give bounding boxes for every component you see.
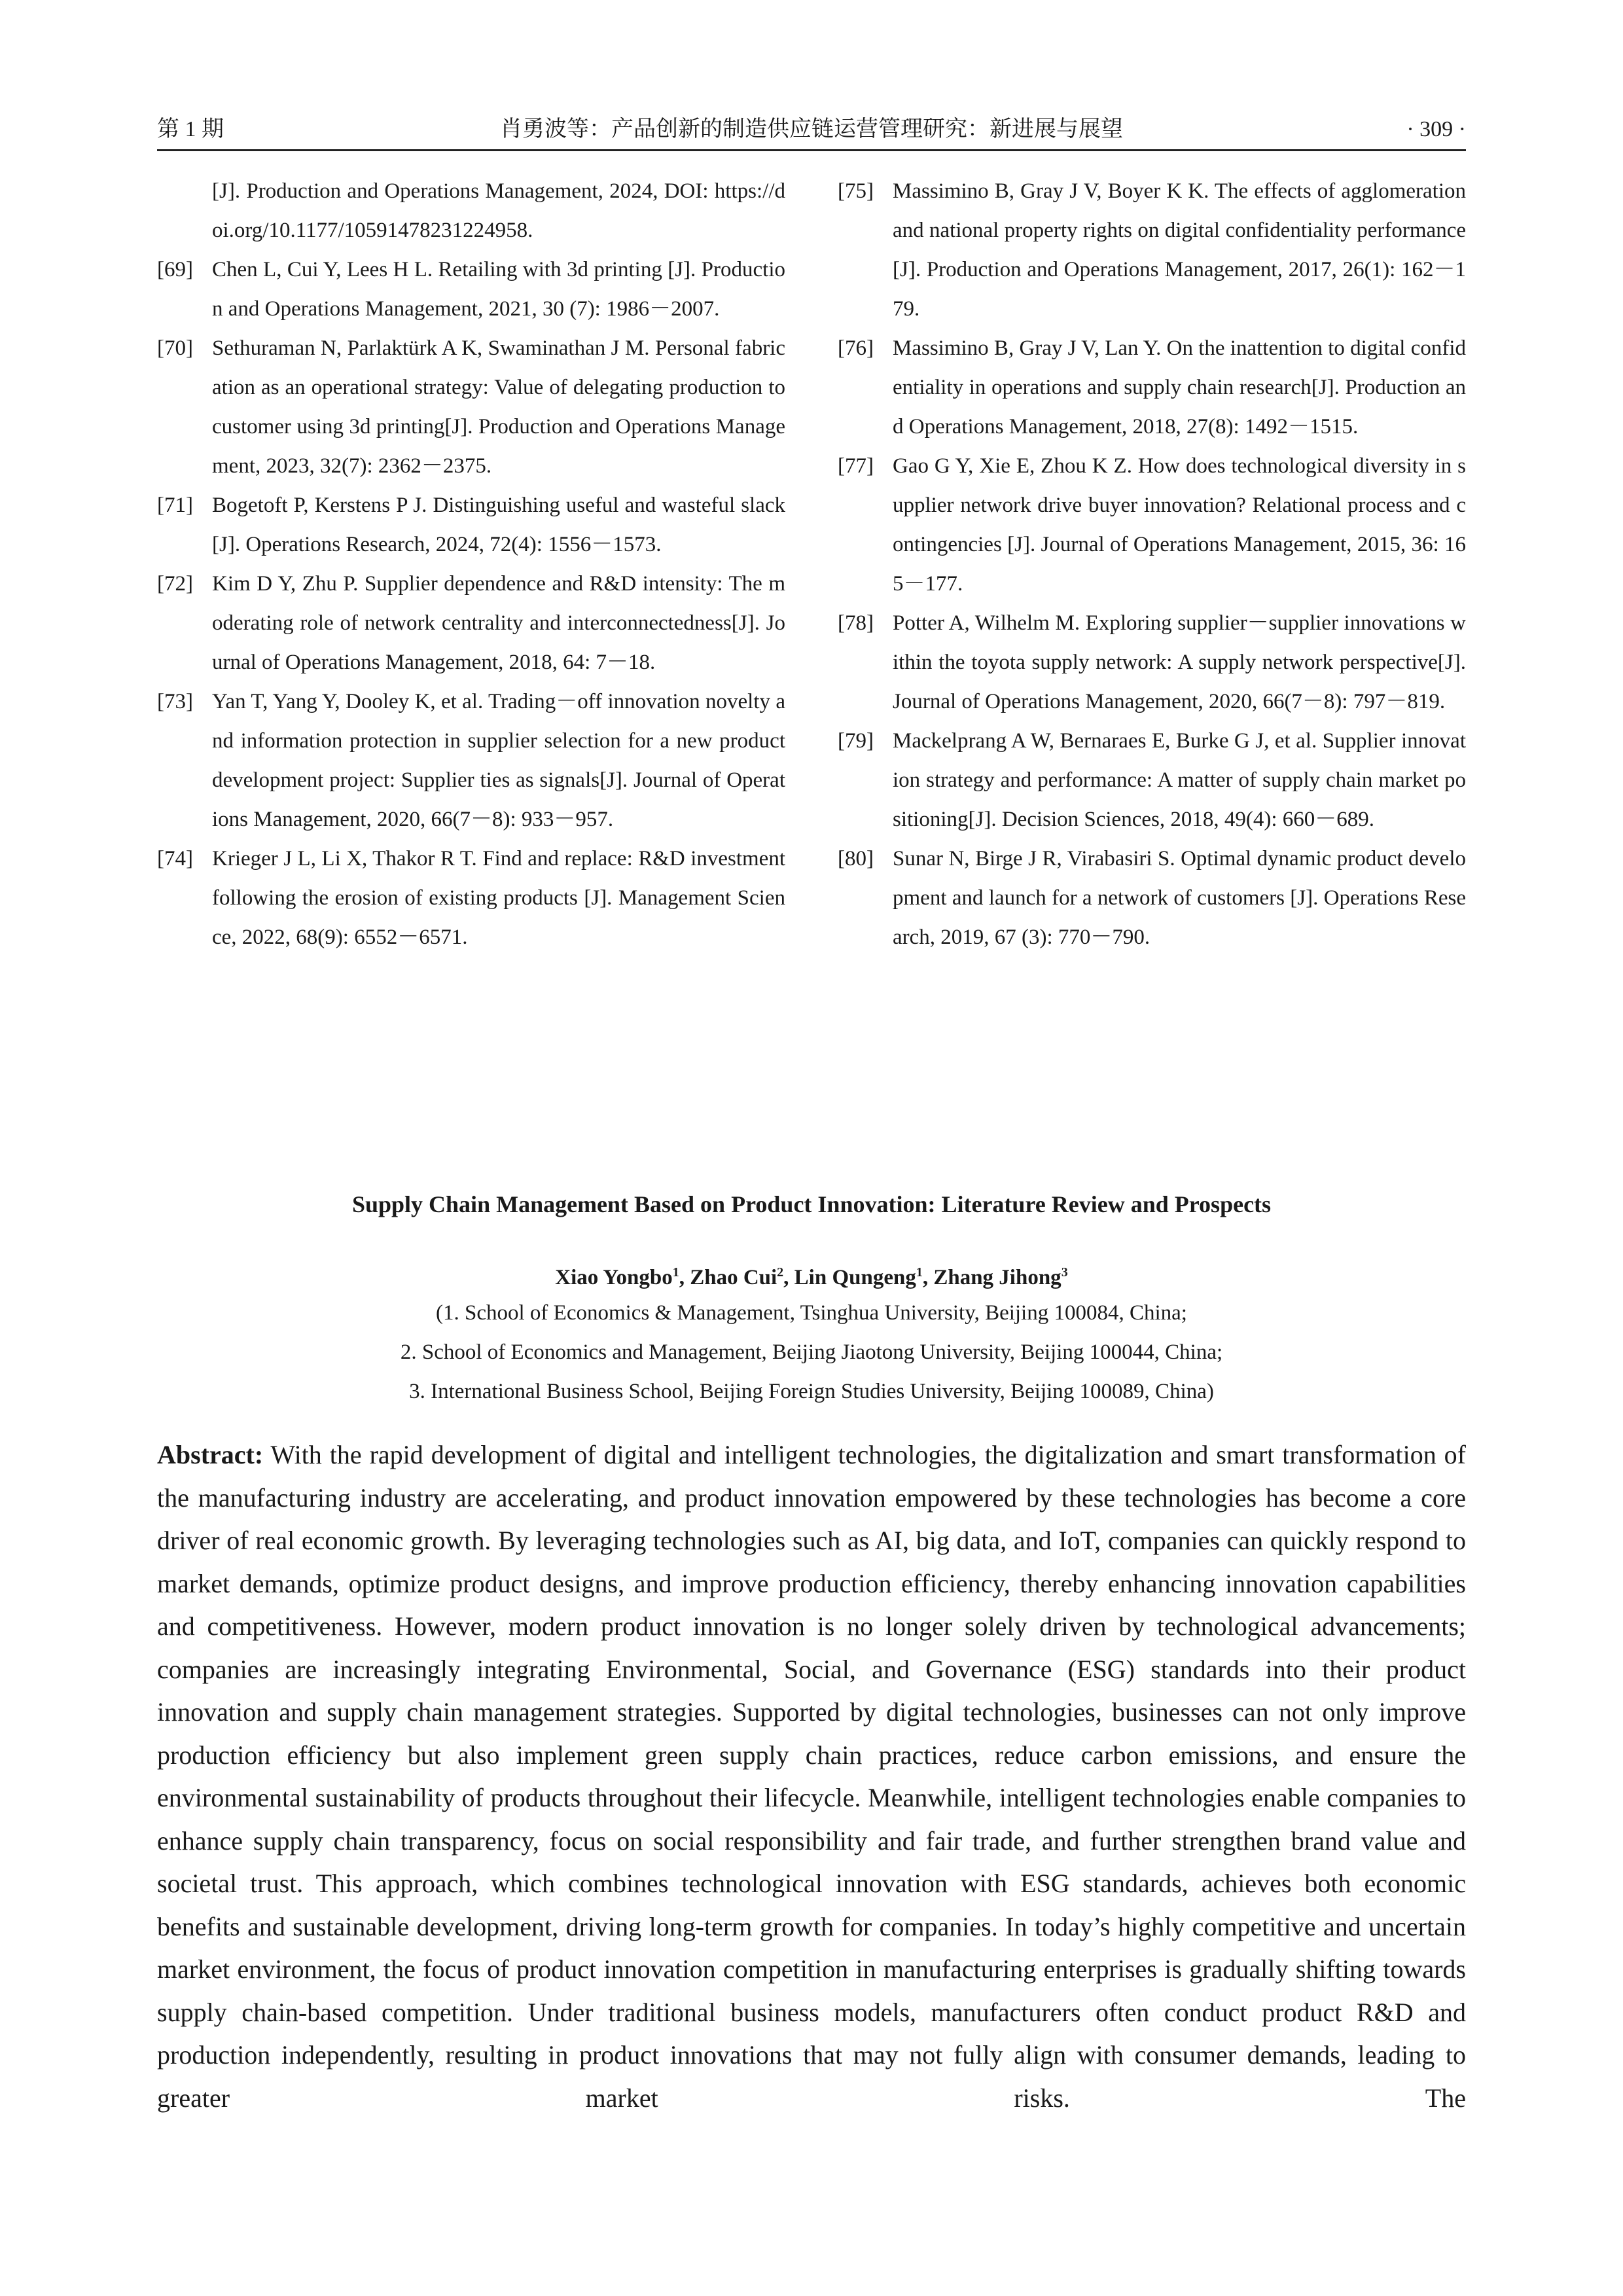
reference-number: [72] (157, 572, 193, 596)
reference-text: Sethuraman N, Parlaktürk A K, Swaminathan J M. Personal fabrication as an operational strategy: Value of delegating production to customer using 3d printing[J]. Production and Operations Management, 2023, 32(7): 2362－2375. (212, 336, 785, 478)
reference-text: Krieger J L, Li X, Thakor R T. Find and replace: R&D investment following the erosion of existing products [J]. Management Science, 2022, 68(9): 6552－6571. (212, 847, 785, 949)
reference-number: [80] (838, 847, 874, 870)
reference-number: [71] (157, 493, 193, 517)
author-name: Xiao Yongbo (555, 1266, 673, 1289)
author-affiliation-mark: 2 (777, 1265, 784, 1280)
references-right-column (838, 171, 1466, 957)
reference-item (157, 486, 785, 564)
references-left-column (157, 171, 785, 957)
reference-text: Massimino B, Gray J V, Boyer K K. The effects of agglomeration and national property rights on digital confidentiality performance[J]. Production and Operations Management, 2017, 26(1): 162－179. (893, 179, 1466, 321)
reference-number: [79] (838, 729, 874, 753)
affiliation-line: (1. School of Economics & Management, Tsinghua University, Beijing 100084, China; (436, 1301, 1187, 1325)
running-title: 肖勇波等：产品创新的制造供应链运营管理研究：新进展与展望 (500, 117, 1123, 141)
author-line: Xiao Yongbo$^1$, Zhao Cui$^2$, Lin Qungeng$^1$, Zhang Jihong$^3$ (555, 1265, 1068, 1289)
reference-item (838, 839, 1466, 957)
running-head (157, 113, 1466, 147)
header-rule (157, 149, 1466, 151)
author-affiliation-mark: 1 (916, 1265, 923, 1280)
reference-text: Sunar N, Birge J R, Virabasiri S. Optimal dynamic product development and launch for a network of customers [J]. Operations Research, 2019, 67 (3): 770－790. (893, 847, 1466, 949)
reference-number: [78] (838, 611, 874, 635)
reference-item (157, 250, 785, 329)
english-title: Supply Chain Management Based on Product Innovation: Literature Review and Prospects (351, 1191, 1272, 1217)
author-affiliation-mark: 1 (672, 1265, 679, 1280)
reference-item (838, 446, 1466, 603)
reference-text: Potter A, Wilhelm M. Exploring supplier－supplier innovations within the toyota supply network: A supply network perspective[J]. Journal of Operations Management, 2020, 66(7－8): 797－819. (893, 611, 1466, 713)
reference-item (838, 329, 1466, 446)
reference-number: [75] (838, 179, 874, 203)
abstract (157, 1433, 1466, 2119)
reference-text: Kim D Y, Zhu P. Supplier dependence and R&D intensity: The moderating role of network centrality and interconnectedness[J]. Journal of Operations Management, 2018, 64: 7－18. (212, 572, 785, 674)
reference-text: [J]. Production and Operations Management, 2024, DOI: https://doi.org/10.1177/10591478231224958. (212, 179, 785, 242)
reference-item (838, 603, 1466, 721)
reference-item (838, 721, 1466, 839)
author-name: Zhao Cui (690, 1266, 777, 1289)
reference-continuation (157, 171, 785, 250)
author-name: Zhang Jihong (933, 1266, 1061, 1289)
author-affiliation-mark: 3 (1061, 1265, 1068, 1280)
reference-item (838, 171, 1466, 329)
abstract-text: With the rapid development of digital and intelligent technologies, the digitalization and smart transformation of the manufacturing industry are accelerating, and product innovation empowered by these technologies has become a core driver of real economic growth. By leveraging technologies such as AI, big data, and IoT, companies can quickly respond to market demands, optimize product designs, and improve production efficiency, thereby enhancing innovation capabilities and competitiveness. However, modern product innovation is no longer solely driven by technological advancements; companies are increasingly integrating Environmental, Social, and Governance (ESG) standards into their product innovation and supply chain management strategies. Supported by digital technologies, businesses can not only improve production efficiency but also implement green supply chain practices, reduce carbon emissions, and ensure the environmental sustainability of products throughout their lifecycle. Meanwhile, intelligent technologies enable companies to enhance supply chain transparency, focus on social responsibility and fair trade, and further strengthen brand value and societal trust. This approach, which combines technological innovation with ESG standards, achieves both economic benefits and sustainable development, driving long-term growth for companies. In today’s highly competitive and uncertain market environment, the focus of product innovation competition in manufacturing enterprises is gradually shifting towards supply chain-based competition. Under traditional business models, manufacturers often conduct product R&D and production independently, resulting in product innovations that may not fully align with consumer demands, leading to greater market risks. The (157, 1440, 1466, 2113)
abstract-label: Abstract: (157, 1440, 264, 1469)
affiliation-line: 2. School of Economics and Management, Beijing Jiaotong University, Beijing 100044, China; (400, 1340, 1223, 1364)
page-number: · 309 · (1406, 117, 1466, 141)
reference-number: [70] (157, 336, 193, 360)
reference-text: Gao G Y, Xie E, Zhou K Z. How does technological diversity in supplier network drive buyer innovation? Relational process and contingencies [J]. Journal of Operations Management, 2015, 36: 165－177. (893, 454, 1466, 596)
issue-number: 第 1 期 (157, 117, 224, 141)
reference-number: [77] (838, 454, 874, 478)
reference-item (157, 682, 785, 839)
reference-item (157, 839, 785, 957)
reference-number: [74] (157, 847, 193, 870)
reference-item (157, 564, 785, 682)
author-name: Lin Qungeng (794, 1266, 916, 1289)
reference-text: Massimino B, Gray J V, Lan Y. On the inattention to digital confidentiality in operations and supply chain research[J]. Production and Operations Management, 2018, 27(8): 1492－1515. (893, 336, 1466, 439)
reference-text: Mackelprang A W, Bernaraes E, Burke G J, et al. Supplier innovation strategy and performance: A matter of supply chain market positioning[J]. Decision Sciences, 2018, 49(4): 660－689. (893, 729, 1466, 831)
reference-item (157, 329, 785, 486)
reference-text: Chen L, Cui Y, Lees H L. Retailing with 3d printing [J]. Production and Operations Management, 2021, 30 (7): 1986－2007. (212, 258, 785, 321)
reference-text: Bogetoft P, Kerstens P J. Distinguishing useful and wasteful slack[J]. Operations Research, 2024, 72(4): 1556－1573. (212, 493, 785, 556)
reference-number: [69] (157, 258, 193, 281)
reference-number: [76] (838, 336, 874, 360)
reference-number: [73] (157, 690, 193, 713)
affiliations (157, 1293, 1466, 1411)
affiliation-line: 3. International Business School, Beijing Foreign Studies University, Beijing 100089, China) (409, 1380, 1214, 1403)
reference-text: Yan T, Yang Y, Dooley K, et al. Trading－off innovation novelty and information protection in supplier selection for a new product development project: Supplier ties as signals[J]. Journal of Operations Management, 2020, 66(7－8): 933－957. (212, 690, 785, 831)
